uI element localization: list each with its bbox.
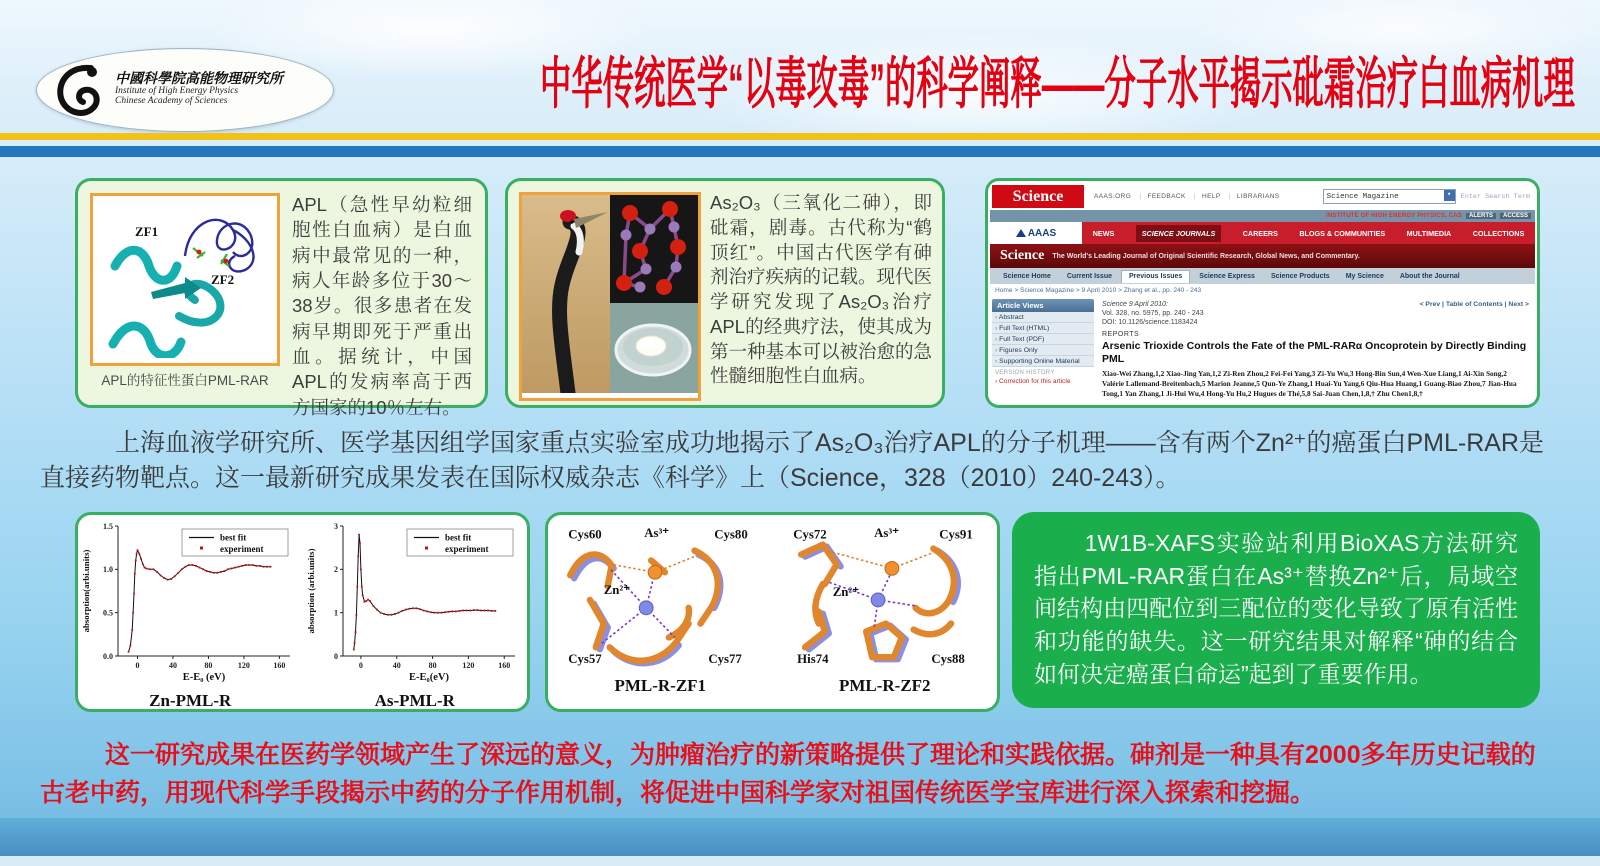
zf2-structure-label: ZF2 (211, 272, 235, 287)
science-top-row (990, 183, 1535, 210)
svg-text:absorption (arbi.units): absorption (arbi.units) (305, 548, 316, 634)
svg-text:3: 3 (333, 521, 338, 531)
bottom-edge-strip (0, 856, 1600, 866)
as-chart-cell (303, 515, 528, 709)
nav-item-science-journals[interactable]: SCIENCE JOURNALS (1136, 225, 1221, 242)
zf1-label-tr: Cys80 (714, 527, 748, 542)
as-chart-title: As-PML-R (374, 691, 455, 710)
svg-text:1: 1 (333, 608, 338, 618)
svg-text:0: 0 (333, 651, 338, 661)
zf1-label-as: As³⁺ (644, 525, 670, 540)
xafs-highlight-box: 1W1B-XAFS实验站利用BioXAS方法研究指出PML-RAR蛋白在As³⁺替换Zn²⁺后，局域空间结构由四配位到三配位的变化导致了原有活性和功能的缺失。这一研究结果对解释“砷的结合如何决定癌蛋白命运”起到了重要作用。 (1012, 512, 1540, 708)
citation-volume: Vol. 328, no. 5975, pp. 240 - 243 (1102, 310, 1204, 318)
subnav-science-express[interactable]: Science Express (1199, 272, 1255, 280)
svg-text:absorption(arbi.units): absorption(arbi.units) (81, 549, 92, 633)
svg-text:E-E₀(eV): E-E₀(eV) (408, 672, 449, 683)
svg-text:0.0: 0.0 (103, 651, 114, 661)
subnav-previous-issues[interactable]: Previous Issues (1121, 270, 1190, 283)
subnav-science-products[interactable]: Science Products (1270, 272, 1330, 280)
ihep-logo (36, 48, 334, 132)
svg-text:best fit: best fit (444, 532, 471, 543)
sidebar-link-abstract[interactable]: › Abstract (992, 312, 1094, 323)
zf1-cell (548, 515, 773, 709)
aaas-triangle-icon (1016, 229, 1026, 237)
science-search-area (1323, 189, 1530, 204)
zn-chart-cell (78, 515, 303, 709)
zn-ion-sphere (640, 601, 654, 615)
svg-text:0: 0 (358, 661, 363, 670)
as-ion-sphere (648, 565, 662, 579)
topbar-link[interactable]: LIBRARIANS (1236, 193, 1280, 200)
zinc-finger-box (545, 512, 1000, 712)
access-link[interactable]: ACCESS (1500, 213, 1531, 219)
poster-header (0, 0, 1600, 133)
sidebar-link-figures-only[interactable]: › Figures Only (992, 345, 1094, 356)
sidebar-link-som[interactable]: › Supporting Online Material (992, 356, 1094, 367)
science-topbar-links (1094, 193, 1286, 200)
science-logo[interactable]: Science (992, 185, 1084, 208)
nav-item-careers[interactable]: CAREERS (1242, 228, 1278, 238)
topbar-link[interactable]: HELP | (1202, 193, 1231, 200)
science-banner (990, 244, 1535, 268)
zf2-label-tl: Cys72 (792, 527, 827, 542)
protein-image-frame (90, 193, 280, 366)
article-views-sidebar (990, 297, 1094, 403)
article-main (1094, 297, 1535, 403)
protein-image-caption: APL的特征性蛋白PML-RAR (101, 373, 269, 388)
svg-text:120: 120 (462, 661, 475, 670)
section-label: REPORTS (1102, 331, 1140, 339)
apl-description-text: APL（急性早幼粒细胞性白血病）是白血病中最常见的一种，病人年龄多位于30～38岁。很多患者在发病早期即死于严重出血。据统计，中国APL的发病率高于西方国家的10％左右。 (292, 194, 472, 418)
science-webpage (990, 183, 1535, 403)
svg-text:best fit: best fit (220, 532, 247, 543)
science-subnav (990, 268, 1535, 284)
alerts-link[interactable]: ALERTS (1466, 213, 1496, 219)
zf2-label-tr: Cys91 (939, 527, 973, 542)
as-ion-sphere (885, 561, 899, 575)
sidebar-link-fulltext-html[interactable]: › Full Text (HTML) (992, 323, 1094, 334)
xafs-charts-box (75, 512, 530, 712)
nav-item-blogs[interactable]: BLOGS & COMMUNITIES (1299, 228, 1386, 238)
zn-pml-r-chart (78, 520, 303, 691)
sidebar-link-fulltext-pdf[interactable]: › Full Text (PDF) (992, 334, 1094, 345)
nav-item-multimedia[interactable]: MULTIMEDIA (1406, 228, 1452, 238)
svg-text:80: 80 (428, 661, 437, 670)
science-main-nav (990, 222, 1535, 244)
pml-rar-structure-image (93, 196, 271, 358)
apl-info-box (75, 178, 488, 418)
gold-stripe-divider (0, 133, 1600, 140)
nav-item-news[interactable]: NEWS (1092, 228, 1115, 238)
citation-date: Science 9 April 2010: (1102, 301, 1168, 308)
search-input[interactable]: Enter Search Term (1460, 192, 1530, 201)
aaas-logo[interactable] (990, 222, 1082, 244)
science-tagline: The World's Leading Journal of Original Scientific Research, Global News, and Commentary. (1052, 252, 1360, 260)
correction-link[interactable]: › Correction for this article (992, 376, 1094, 387)
subnav-my-science[interactable]: My Science (1345, 272, 1384, 280)
svg-text:160: 160 (273, 661, 286, 670)
svg-text:experiment: experiment (220, 544, 264, 554)
zf2-label-as: As³⁺ (873, 525, 899, 540)
logo-org-name-cn: 中國科學院高能物理研究所 (115, 71, 283, 87)
svg-text:1.5: 1.5 (103, 521, 114, 531)
subnav-about-journal[interactable]: About the Journal (1399, 272, 1460, 280)
search-scope-select[interactable] (1323, 189, 1456, 204)
article-title: Arsenic Trioxide Controls the Fate of the PML-RARα Oncoprotein by Directly Binding PML (1102, 340, 1527, 366)
zf2-label-bl: His74 (796, 652, 829, 667)
zf2-label-br: Cys88 (931, 652, 965, 667)
crane-and-arsenic-image (522, 195, 698, 393)
aaas-logo-text: AAAS (1027, 227, 1057, 239)
science-banner-logo: Science (1000, 248, 1045, 263)
svg-text:80: 80 (204, 661, 213, 670)
nav-item-collections[interactable]: COLLECTIONS (1472, 228, 1525, 238)
svg-text:120: 120 (238, 661, 251, 670)
institute-access-text: INSTITUTE OF HIGH ENERGY PHYSICS, CAS (1326, 213, 1462, 219)
zn-ion-sphere (871, 593, 885, 607)
svg-text:2: 2 (333, 565, 338, 575)
topbar-link[interactable]: FEEDBACK | (1147, 193, 1196, 200)
bottom-paragraph: 这一研究成果在医药学领域产生了深远的意义，为肿瘤治疗的新策略提供了理论和实践依据。砷剂是一种具有2000多年历史记载的古老中药，用现代科学手段揭示中药的分子作用机制，将促进中国科学家对祖国传统医学宝库进行深入探索和挖掘。 (40, 741, 1536, 807)
zf1-label-bl: Cys57 (568, 652, 602, 667)
svg-text:E-E₀ (eV): E-E₀ (eV) (182, 672, 226, 683)
crane-figure (519, 192, 701, 401)
zf2-cell (773, 515, 998, 709)
zn-chart-title: Zn-PML-R (149, 691, 232, 710)
search-scope-value: Science Magazine (1326, 192, 1399, 201)
breadcrumb[interactable]: Home > Science Magazine > 9 April 2010 > Zhang et al., pp. 240 - 243 (995, 287, 1202, 294)
subnav-science-home[interactable]: Science Home (1003, 272, 1051, 280)
zf2-structure-image (774, 521, 996, 669)
svg-text:0.5: 0.5 (103, 608, 114, 618)
ihep-logo-text (115, 73, 283, 108)
svg-text:experiment: experiment (444, 544, 489, 554)
citation-doi: DOI: 10.1126/science.1183424 (1102, 319, 1198, 327)
science-nav-items (1082, 225, 1535, 242)
logo-org-name-en2: Chinese Academy of Sciences (115, 96, 228, 107)
poster-title-wrap (540, 34, 1600, 126)
charts-wrap (78, 515, 527, 709)
zf1-title: PML-R-ZF1 (614, 676, 707, 695)
subnav-current-issue[interactable]: Current Issue (1066, 272, 1112, 280)
logo-org-name-en1: Institute of High Energy Physics (115, 86, 239, 97)
zf1-label-br: Cys77 (708, 652, 743, 667)
version-history-label: VERSION HISTORY (995, 370, 1055, 376)
science-institute-bar (990, 210, 1535, 222)
science-webpage-box (985, 178, 1540, 408)
svg-text:40: 40 (169, 661, 178, 670)
arsenic-info-box (505, 178, 945, 408)
middle-paragraph: 上海血液学研究所、医学基因组学国家重点实验室成功地揭示了As₂O₃治疗APL的分子机理——含有两个Zn²⁺的癌蛋白PML-RAR是直接药物靶点。这一最新研究成果发表在国际权威杂志《科学》上（Science，328（2010）240-243）。 (40, 429, 1544, 492)
pml-rar-protein-figure (90, 193, 280, 389)
ihep-swirl-icon (51, 60, 109, 120)
svg-text:160: 160 (498, 661, 510, 670)
article-views-header: Article Views (992, 299, 1094, 312)
topbar-link[interactable]: AAAS.ORG | (1094, 193, 1141, 200)
article-authors: Xiao-Wei Zhang,1,2 Xiao-Jing Yan,1,2 Zi-Ren Zhou,2 Fei-Fei Yang,3 Zi-Yu Wu,3 Hong-Bin Sun,4 Wen-Xue Liang,1 Ai-Xin Song,2 Valérie Lallemand-Breitenbach,5 Marion Jeanne,5 Qun-Ye Zhang,1 Huai-Yu Yang,6 Qiu-Hua Huang,1 Guang-Biao Zhou,7 Jian-Hua Tong,1 Yan Zhang,1 Ji-Hui Wu,4 Hong-Yu Hu,2 Hugues de Thé,5,8 Sai-Juan Chen,1,8,† Zhu Chen1,8,† (1102, 368, 1517, 398)
bottom-blue-band (0, 818, 1600, 856)
dropdown-arrow-icon[interactable]: ▾ (1444, 190, 1455, 201)
as-pml-r-chart (303, 520, 528, 691)
zf-wrap (548, 515, 997, 709)
poster-title: 中华传统医学“以毒攻毒”的科学阐释——分子水平揭示砒霜治疗白血病机理 (540, 52, 1575, 115)
zf2-label-zn: Zn²⁺ (832, 584, 859, 599)
blue-stripe-divider (0, 146, 1600, 157)
zf1-label-zn: Zn²⁺ (604, 583, 631, 598)
zf1-label-tl: Cys60 (568, 527, 602, 542)
svg-text:0: 0 (135, 661, 140, 670)
zf2-title: PML-R-ZF2 (838, 676, 931, 695)
zf1-structure-image (549, 521, 771, 669)
science-content (990, 297, 1535, 403)
svg-text:40: 40 (392, 661, 401, 670)
zf1-structure-label: ZF1 (135, 224, 159, 239)
prev-next-pager[interactable]: < Prev | Table of Contents | Next > (1419, 301, 1529, 308)
arsenic-description-text: As₂O₃（三氧化二砷），即砒霜，剧毒。古代称为“鹤顶红”。中国古代医学有砷剂治疗疾病的记载。现代医学研究发现了As₂O₃治疗APL的经典疗法，使其成为第一种基本可以被治愈的急性髓细胞性白血病。 (710, 192, 933, 387)
svg-text:1.0: 1.0 (103, 565, 114, 575)
